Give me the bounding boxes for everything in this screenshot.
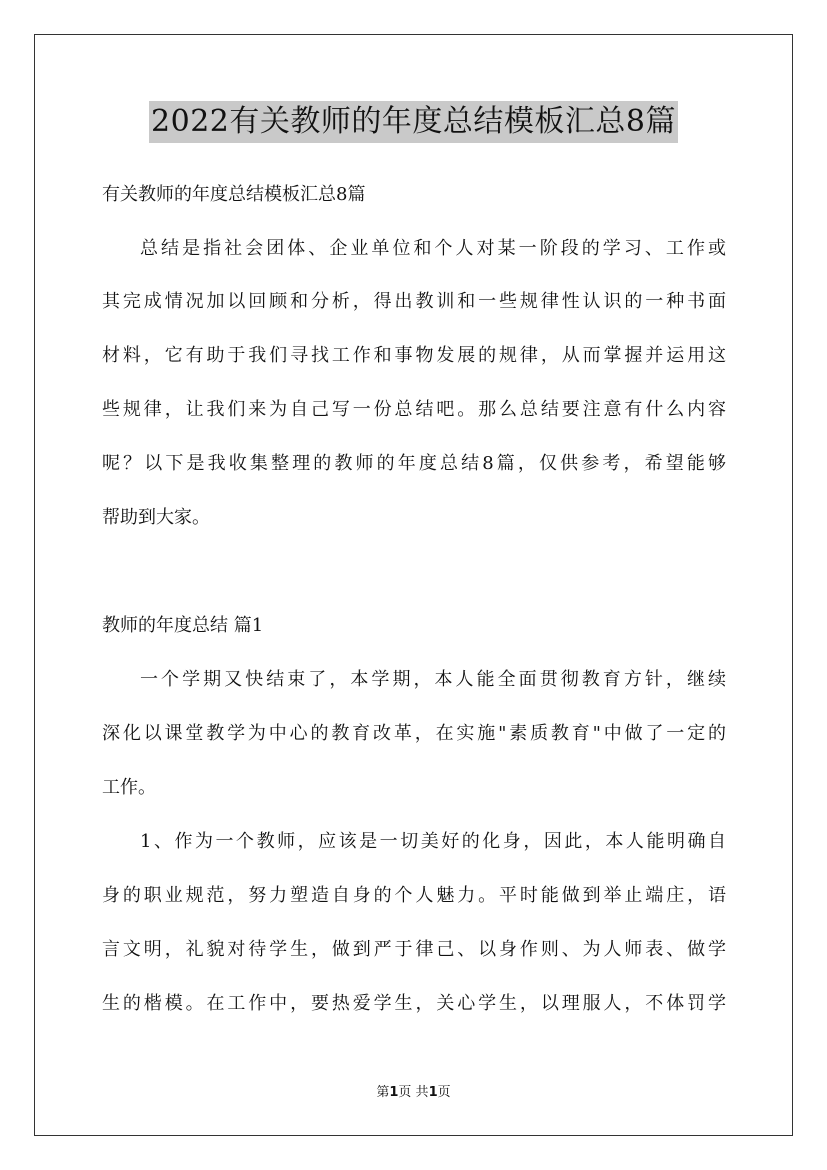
- document-subtitle: 有关教师的年度总结模板汇总8篇: [102, 184, 366, 205]
- intro-line-4: 些规律，让我们来为自己写一份总结吧。那么总结要注意有什么内容: [102, 399, 726, 420]
- footer-total-pages: 1: [428, 1085, 438, 1100]
- intro-line-2: 其完成情况加以回顾和分析，得出教训和一些规律性认识的一种书面: [102, 291, 726, 312]
- page-footer: [0, 1085, 827, 1101]
- section1-para2-line-2: 身的职业规范，努力塑造自身的个人魅力。平时能做到举止端庄，语: [102, 885, 726, 906]
- section1-para1-line-2: 深化以课堂教学为中心的教育改革，在实施"素质教育"中做了一定的: [102, 723, 726, 744]
- intro-line-1: 总结是指社会团体、企业单位和个人对某一阶段的学习、工作或: [140, 238, 726, 259]
- footer-page-prefix: 第: [376, 1085, 390, 1100]
- section-heading: 教师的年度总结 篇1: [102, 615, 264, 636]
- title-container: [0, 101, 827, 143]
- section1-para2-line-1: 1、作为一个教师，应该是一切美好的化身，因此，本人能明确自: [140, 831, 726, 852]
- section1-para2-line-4: 生的楷模。在工作中，要热爱学生，关心学生，以理服人，不体罚学: [102, 993, 726, 1014]
- section1-para1-line-1: 一个学期又快结束了，本学期，本人能全面贯彻教育方针，继续: [140, 669, 726, 690]
- section1-para2-line-3: 言文明，礼貌对待学生，做到严于律己、以身作则、为人师表、做学: [102, 939, 726, 960]
- intro-line-3: 材料，它有助于我们寻找工作和事物发展的规律，从而掌握并运用这: [102, 345, 726, 366]
- intro-line-6: 帮助到大家。: [102, 507, 210, 528]
- section1-para1-line-3: 工作。: [102, 777, 156, 798]
- footer-page-mid: 页 共: [398, 1085, 429, 1100]
- footer-page-suffix: 页: [437, 1085, 451, 1100]
- intro-line-5: 呢？以下是我收集整理的教师的年度总结8篇，仅供参考，希望能够: [102, 453, 726, 474]
- footer-page-number: 1: [389, 1085, 399, 1100]
- document-title: 2022有关教师的年度总结模板汇总8篇: [149, 101, 678, 143]
